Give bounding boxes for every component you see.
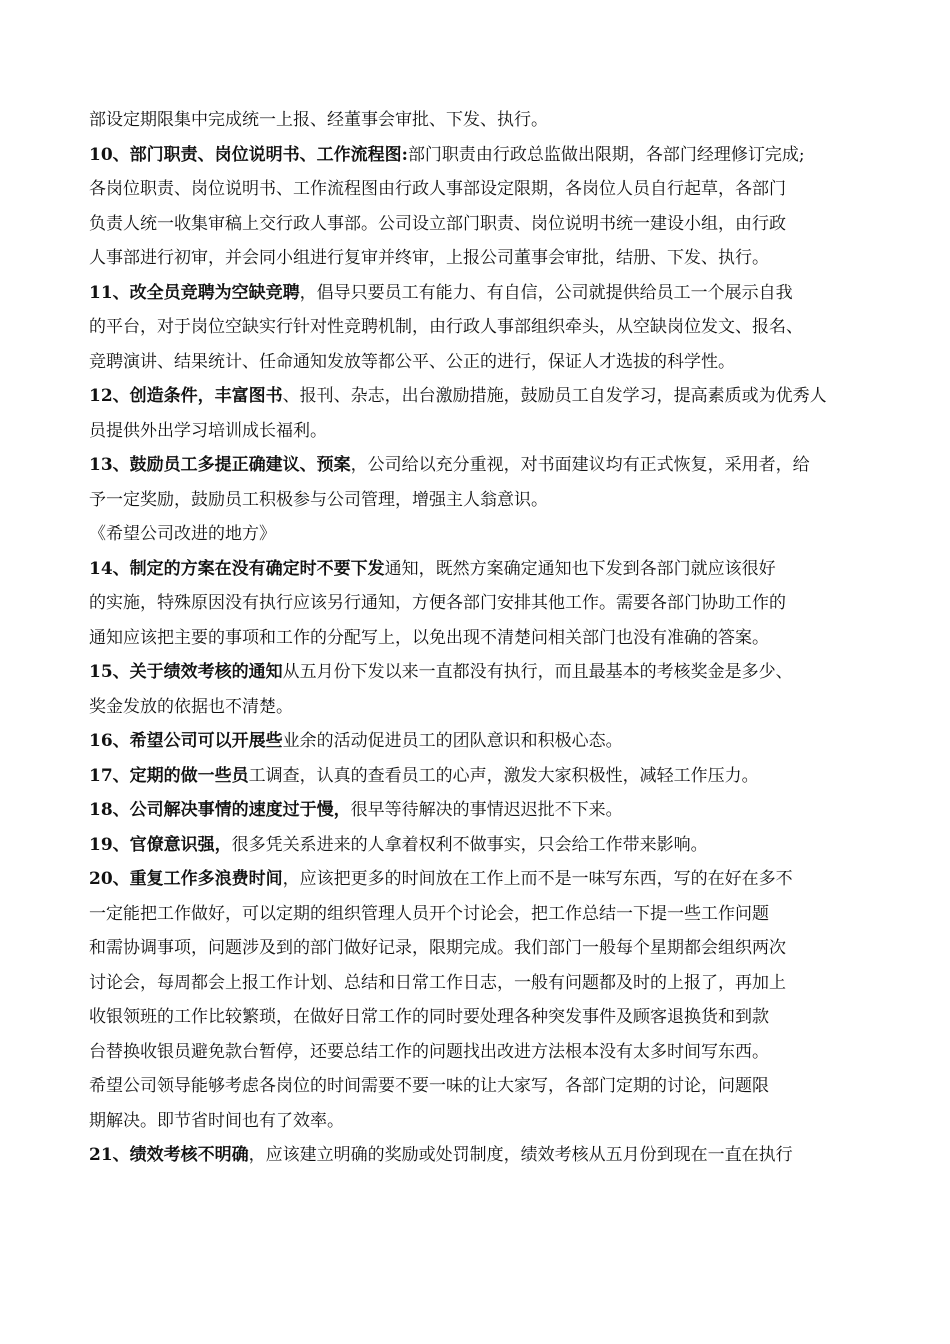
text-line xyxy=(89,241,862,276)
text-line xyxy=(89,897,862,932)
text-line xyxy=(89,690,862,725)
item-heading: 13、鼓励员工多提正确建议、预案 xyxy=(89,455,351,475)
item-text: 和需协调事项，问题涉及到的部门做好记录，限期完成。我们部门一般每个星期都会组织两次 xyxy=(89,938,786,958)
paragraph xyxy=(89,276,862,380)
text-line xyxy=(89,483,862,518)
item-heading: 19、官僚意识强， xyxy=(89,834,232,855)
text-line xyxy=(89,621,862,656)
text-line xyxy=(89,1138,862,1173)
paragraph xyxy=(89,379,862,448)
text-line xyxy=(89,793,862,828)
item-heading: 21、绩效考核不明确 xyxy=(89,1145,249,1165)
item-text: ，倡导只要员工有能力、有自信，公司就提供给员工一个展示自我 xyxy=(299,282,793,303)
item-text: 负责人统一收集审稿上交行政人事部。公司设立部门职责、岗位说明书统一建设小组，由行政 xyxy=(89,213,786,234)
item-text: 部设定期限集中完成统一上报、经董事会审批、下发、执行。 xyxy=(89,110,548,130)
text-line xyxy=(89,310,862,345)
item-text: ，公司给以充分重视，对书面建议均有正式恢复，采用者，给 xyxy=(350,455,810,475)
item-heading: 12、创造条件，丰富图书 xyxy=(89,386,283,406)
text-line xyxy=(89,966,862,1001)
text-line xyxy=(89,138,862,173)
paragraph xyxy=(89,862,862,1138)
text-line xyxy=(89,448,862,483)
text-line xyxy=(89,724,862,759)
item-text: 期解决。即节省时间也有了效率。 xyxy=(89,1110,344,1131)
text-line xyxy=(89,414,862,449)
item-text: ，应该建立明确的奖励或处罚制度，绩效考核从五月份到现在一直在执行 xyxy=(248,1145,793,1165)
paragraph xyxy=(89,517,862,552)
item-text: 员提供外出学习培训成长福利。 xyxy=(89,420,327,441)
text-line xyxy=(89,552,862,587)
item-text: ，应该把更多的时间放在工作上而不是一味写东西，写的在好在多不 xyxy=(282,869,793,889)
paragraph xyxy=(89,655,862,724)
item-text: 《希望公司改进的地方》 xyxy=(89,524,276,544)
text-line xyxy=(89,276,862,311)
item-text: 工调查，认真的查看员工的心声，激发大家积极性，减轻工作压力。 xyxy=(248,765,759,786)
paragraph xyxy=(89,793,862,828)
item-text: 竞聘演讲、结果统计、任命通知发放等都公平、公正的进行，保证人才选拔的科学性。 xyxy=(89,351,735,372)
item-heading: 15、关于绩效考核的通知 xyxy=(89,662,283,682)
item-text: 一定能把工作做好，可以定期的组织管理人员开个讨论会，把工作总结一下提一些工作问题 xyxy=(89,903,769,924)
paragraph xyxy=(89,448,862,517)
item-text: 奖金发放的依据也不清楚。 xyxy=(89,696,293,717)
item-text: 人事部进行初审，并会同小组进行复审并终审，上报公司董事会审批，结册、下发、执行。 xyxy=(89,248,769,268)
item-text: 很多凭关系进来的人拿着权利不做事实，只会给工作带来影响。 xyxy=(231,834,708,855)
item-heading: 16、希望公司可以开展些 xyxy=(89,731,283,751)
item-text: 各岗位职责、岗位说明书、工作流程图由行政人事部设定限期，各岗位人员自行起草，各部门 xyxy=(89,179,786,199)
text-line xyxy=(89,1035,862,1070)
item-heading: 18、公司解决事情的速度过于慢， xyxy=(89,800,351,820)
text-line xyxy=(89,1104,862,1139)
text-line xyxy=(89,103,862,138)
text-line xyxy=(89,828,862,863)
paragraph xyxy=(89,552,862,656)
item-text: 讨论会，每周都会上报工作计划、总结和日常工作日志，一般有问题都及时的上报了，再加上 xyxy=(89,972,786,993)
item-text: 业余的活动促进员工的团队意识和积极心态。 xyxy=(282,731,623,751)
text-line xyxy=(89,207,862,242)
item-text: 通知应该把主要的事项和工作的分配写上，以免出现不清楚问相关部门也没有准确的答案。 xyxy=(89,627,769,648)
text-line xyxy=(89,655,862,690)
text-line xyxy=(89,1000,862,1035)
paragraph xyxy=(89,103,862,138)
item-text: 从五月份下发以来一直都没有执行，而且最基本的考核奖金是多少、 xyxy=(282,662,793,682)
item-heading: 20、重复工作多浪费时间 xyxy=(89,869,283,889)
text-line xyxy=(89,1069,862,1104)
item-text: 通知，既然方案确定通知也下发到各部门就应该很好 xyxy=(384,558,776,579)
text-line xyxy=(89,517,862,552)
item-text: 希望公司领导能够考虑各岗位的时间需要不要一味的让大家写，各部门定期的讨论，问题限 xyxy=(89,1076,769,1096)
item-text: 收银领班的工作比较繁琐，在做好日常工作的同时要处理各种突发事件及顾客退换货和到款 xyxy=(89,1007,769,1027)
item-text: 予一定奖励，鼓励员工积极参与公司管理，增强主人翁意识。 xyxy=(89,489,548,510)
item-text: 的平台，对于岗位空缺实行针对性竞聘机制，由行政人事部组织牵头，从空缺岗位发文、报名、 xyxy=(89,317,803,337)
item-text: 的实施，特殊原因没有执行应该另行通知，方便各部门安排其他工作。需要各部门协助工作的 xyxy=(89,593,786,613)
item-text: 台替换收银员避免款台暂停，还要总结工作的问题找出改进方法根本没有太多时间写东西。 xyxy=(89,1041,769,1062)
item-heading: 10、部门职责、岗位说明书、工作流程图: xyxy=(89,144,408,165)
paragraph xyxy=(89,828,862,863)
text-line xyxy=(89,759,862,794)
item-text: 、报刊、杂志，出台激励措施，鼓励员工自发学习，提高素质或为优秀人 xyxy=(282,386,827,406)
item-heading: 11、改全员竞聘为空缺竞聘 xyxy=(89,282,300,303)
text-line xyxy=(89,586,862,621)
item-heading: 14、制定的方案在没有确定时不要下发 xyxy=(89,558,385,579)
paragraph xyxy=(89,138,862,276)
text-line xyxy=(89,931,862,966)
paragraph xyxy=(89,1138,862,1173)
paragraph xyxy=(89,724,862,759)
item-heading: 17、定期的做一些员 xyxy=(89,765,249,786)
paragraph xyxy=(89,759,862,794)
item-text: 很早等待解决的事情迟迟批不下来。 xyxy=(350,800,623,820)
item-text: 部门职责由行政总监做出限期，各部门经理修订完成; xyxy=(407,144,805,165)
text-line xyxy=(89,345,862,380)
text-line xyxy=(89,862,862,897)
text-line xyxy=(89,379,862,414)
text-line xyxy=(89,172,862,207)
